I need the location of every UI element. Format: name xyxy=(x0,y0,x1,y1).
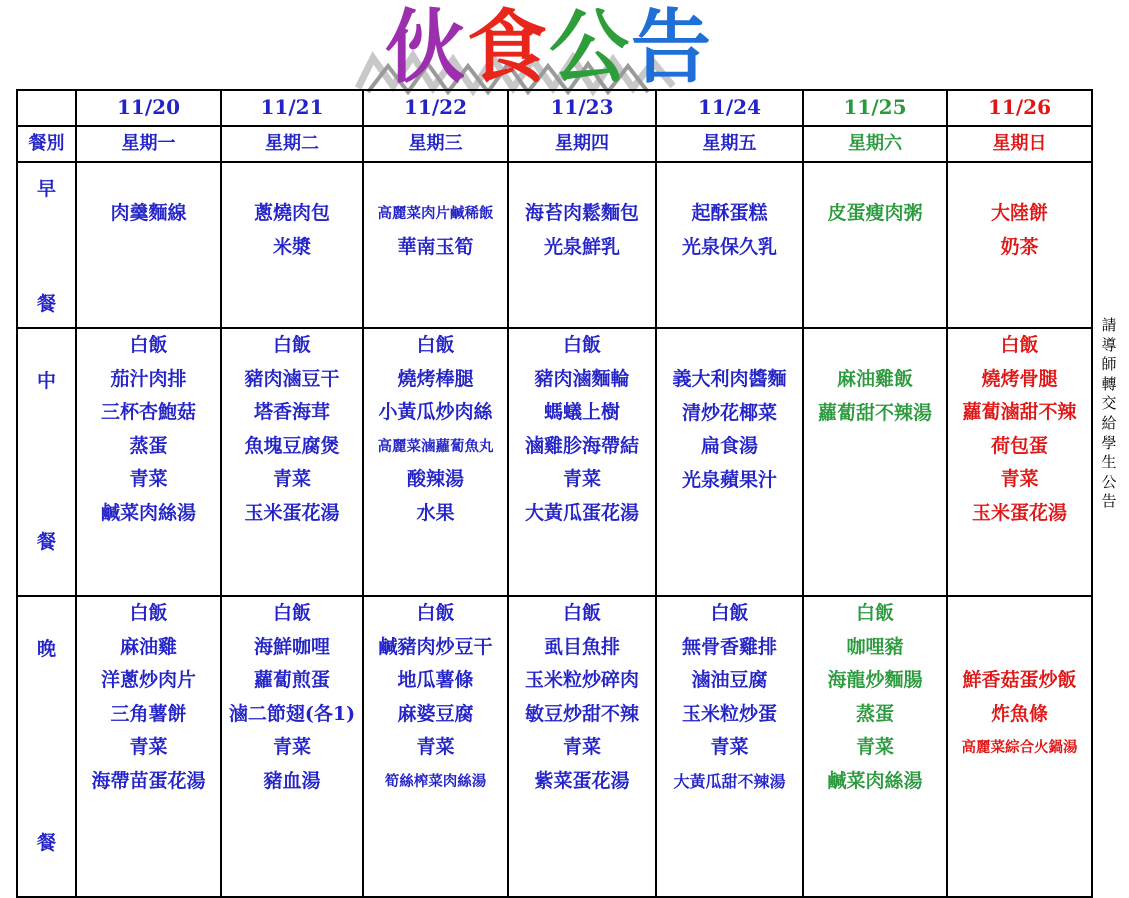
meal-label-top: 中 xyxy=(36,370,56,392)
dish: 青菜 xyxy=(272,468,311,490)
dish: 水果 xyxy=(416,501,455,524)
dinner-cell xyxy=(508,596,656,897)
dish: 紫菜蛋花湯 xyxy=(534,769,630,792)
dish: 光泉蘋果汁 xyxy=(681,468,777,491)
dish: 白飯 xyxy=(562,334,601,356)
date-cell: 11/24 xyxy=(656,90,803,126)
side-note-char: 公 xyxy=(1101,472,1117,491)
dish: 蘿蔔滷甜不辣 xyxy=(962,401,1077,423)
dish: 鹹豬肉炒豆干 xyxy=(378,635,493,658)
dish: 筍絲榨菜肉絲湯 xyxy=(384,772,487,790)
dish: 蘿蔔甜不辣湯 xyxy=(817,401,932,424)
dish: 青菜 xyxy=(272,736,311,758)
meal-label-bottom: 餐 xyxy=(36,530,56,553)
breakfast-cell xyxy=(656,162,803,328)
dinner-cell xyxy=(947,596,1092,897)
weekday-cell: 星期六 xyxy=(803,126,947,162)
dish: 三杯杏鮑菇 xyxy=(100,401,196,423)
dish: 蒸蛋 xyxy=(129,434,168,457)
dish: 麻油雞 xyxy=(119,635,177,658)
dish: 白飯 xyxy=(129,334,168,356)
dish: 鮮香菇蛋炒飯 xyxy=(962,669,1077,691)
weekday-cell: 星期一 xyxy=(76,126,221,162)
side-note-char: 轉 xyxy=(1101,374,1117,393)
dish: 洋蔥炒肉片 xyxy=(100,669,196,691)
dish: 塔香海茸 xyxy=(253,401,330,423)
side-note-char: 學 xyxy=(1101,433,1117,452)
title-char-1: 伙 xyxy=(385,1,467,94)
dish: 茄汁肉排 xyxy=(110,367,187,390)
dish: 白飯 xyxy=(562,602,601,624)
dish: 高麗菜綜合火鍋湯 xyxy=(961,739,1078,756)
date-cell: 11/23 xyxy=(508,90,656,126)
lunch-cell xyxy=(803,328,947,596)
dish: 玉米蛋花湯 xyxy=(244,501,340,524)
dish: 酸辣湯 xyxy=(406,468,464,490)
dish: 青菜 xyxy=(129,736,168,758)
dish: 燒烤骨腿 xyxy=(981,367,1058,390)
dish: 荷包蛋 xyxy=(990,434,1048,457)
dish: 螞蟻上樹 xyxy=(543,401,620,423)
dish: 清炒花椰菜 xyxy=(681,401,777,424)
side-note-vertical xyxy=(1098,316,1120,512)
lunch-label xyxy=(17,328,76,596)
dish: 肉羹麵線 xyxy=(110,202,187,224)
dish: 青菜 xyxy=(562,468,601,490)
dish: 蔥燒肉包 xyxy=(253,202,330,224)
dish: 玉米粒炒蛋 xyxy=(681,702,777,725)
dish: 三角薯餅 xyxy=(110,702,187,725)
dish: 大黃瓜甜不辣湯 xyxy=(673,771,786,791)
dish: 青菜 xyxy=(855,736,894,758)
menu-table xyxy=(16,89,1093,898)
dish: 白飯 xyxy=(129,602,168,624)
breakfast-cell xyxy=(947,162,1092,328)
dish: 大陸餅 xyxy=(990,202,1048,224)
date-cell: 11/20 xyxy=(76,90,221,126)
dish: 鹹菜肉絲湯 xyxy=(827,769,923,792)
page-title xyxy=(385,2,713,94)
dish: 光泉鮮乳 xyxy=(543,235,620,258)
dish: 豬肉滷豆干 xyxy=(244,367,340,390)
date-cell: 11/26 xyxy=(947,90,1092,126)
dish: 白飯 xyxy=(272,334,311,356)
dish: 光泉保久乳 xyxy=(681,235,777,258)
dish: 海鮮咖哩 xyxy=(253,635,330,658)
lunch-cell xyxy=(656,328,803,596)
breakfast-cell xyxy=(508,162,656,328)
lunch-cell xyxy=(363,328,508,596)
weekday-cell: 星期四 xyxy=(508,126,656,162)
title-char-3: 公 xyxy=(549,1,631,94)
dish: 白飯 xyxy=(710,602,749,624)
breakfast-label xyxy=(17,162,76,328)
dish: 滷二節翅(各1) xyxy=(228,702,356,725)
dish: 敏豆炒甜不辣 xyxy=(524,702,639,725)
lunch-cell xyxy=(76,328,221,596)
dish: 華南玉筍 xyxy=(397,235,474,258)
dish: 起酥蛋糕 xyxy=(691,202,768,224)
dish: 海苔肉鬆麵包 xyxy=(524,202,639,224)
dinner-cell xyxy=(221,596,363,897)
meal-label-top: 早 xyxy=(36,178,56,200)
dinner-cell xyxy=(363,596,508,897)
breakfast-cell xyxy=(803,162,947,328)
lunch-cell xyxy=(221,328,363,596)
weekday-row xyxy=(17,126,1092,162)
dish: 高麗菜肉片鹹稀飯 xyxy=(377,205,494,222)
breakfast-cell xyxy=(221,162,363,328)
dish: 無骨香雞排 xyxy=(681,635,777,658)
title-char-2: 食 xyxy=(467,1,549,94)
breakfast-cell xyxy=(76,162,221,328)
dish: 豬肉滷麵輪 xyxy=(534,367,630,390)
dish: 小黃瓜炒肉絲 xyxy=(378,401,493,423)
title-char-4: 告 xyxy=(631,1,713,94)
meal-label-bottom: 餐 xyxy=(36,831,56,854)
breakfast-cell xyxy=(363,162,508,328)
dish: 蒸蛋 xyxy=(855,702,894,725)
date-cell: 11/22 xyxy=(363,90,508,126)
meal-label-top: 晚 xyxy=(36,638,56,660)
meal-type-header: 餐別 xyxy=(17,126,76,162)
dish: 鹹菜肉絲湯 xyxy=(100,501,196,524)
dish: 麻婆豆腐 xyxy=(397,702,474,725)
lunch-cell xyxy=(508,328,656,596)
date-row xyxy=(17,90,1092,126)
dinner-row xyxy=(17,596,1092,897)
dish: 海龍炒麵腸 xyxy=(827,669,923,691)
date-cell: 11/25 xyxy=(803,90,947,126)
breakfast-row xyxy=(17,162,1092,328)
dish: 蘿蔔煎蛋 xyxy=(253,669,330,691)
weekday-cell: 星期五 xyxy=(656,126,803,162)
dish: 咖哩豬 xyxy=(846,635,904,658)
dish: 麻油雞飯 xyxy=(836,368,913,390)
dish: 扁食湯 xyxy=(700,435,758,457)
side-note-char: 請 xyxy=(1101,316,1117,334)
dish: 燒烤棒腿 xyxy=(397,367,474,390)
weekday-cell: 星期日 xyxy=(947,126,1092,162)
dish: 白飯 xyxy=(416,602,455,624)
dish: 青菜 xyxy=(1000,468,1039,490)
title-banner xyxy=(345,0,745,100)
dish: 皮蛋瘦肉粥 xyxy=(827,202,923,224)
lunch-cell xyxy=(947,328,1092,596)
dish: 虱目魚排 xyxy=(543,635,620,658)
dinner-label xyxy=(17,596,76,897)
dish: 青菜 xyxy=(710,736,749,758)
dish: 玉米粒炒碎肉 xyxy=(524,669,639,691)
weekday-cell: 星期二 xyxy=(221,126,363,162)
side-note-char: 給 xyxy=(1101,413,1117,432)
dish: 青菜 xyxy=(416,736,455,758)
meal-label-bottom: 餐 xyxy=(36,292,56,315)
dish: 白飯 xyxy=(416,334,455,356)
dish: 青菜 xyxy=(129,468,168,490)
date-cell: 11/21 xyxy=(221,90,363,126)
dish: 白飯 xyxy=(855,602,894,624)
side-note-char: 師 xyxy=(1101,355,1117,374)
dish: 豬血湯 xyxy=(263,769,321,792)
side-note-char: 告 xyxy=(1101,492,1117,511)
dish: 米漿 xyxy=(272,235,311,258)
dish: 奶茶 xyxy=(1000,235,1039,258)
dish: 青菜 xyxy=(562,736,601,758)
dish: 地瓜薯條 xyxy=(397,669,474,691)
lunch-row xyxy=(17,328,1092,596)
weekday-cell: 星期三 xyxy=(363,126,508,162)
corner-cell xyxy=(17,90,76,126)
dinner-cell xyxy=(76,596,221,897)
side-note-char: 導 xyxy=(1101,335,1117,354)
dish: 炸魚條 xyxy=(990,702,1048,725)
dish: 高麗菜滷蘿蔔魚丸 xyxy=(377,437,494,455)
dish: 白飯 xyxy=(1000,334,1039,356)
side-note-char: 交 xyxy=(1101,394,1117,413)
dinner-cell xyxy=(803,596,947,897)
dish: 大黃瓜蛋花湯 xyxy=(524,501,639,524)
dish: 滷油豆腐 xyxy=(691,669,768,691)
side-note-char: 生 xyxy=(1101,453,1117,472)
dish: 魚塊豆腐煲 xyxy=(244,434,340,457)
dish: 白飯 xyxy=(272,602,311,624)
dinner-cell xyxy=(656,596,803,897)
dish: 滷雞胗海帶結 xyxy=(524,434,639,457)
dish: 義大利肉醬麵 xyxy=(672,368,787,390)
dish: 玉米蛋花湯 xyxy=(971,501,1067,524)
dish: 海帶苗蛋花湯 xyxy=(91,769,206,792)
